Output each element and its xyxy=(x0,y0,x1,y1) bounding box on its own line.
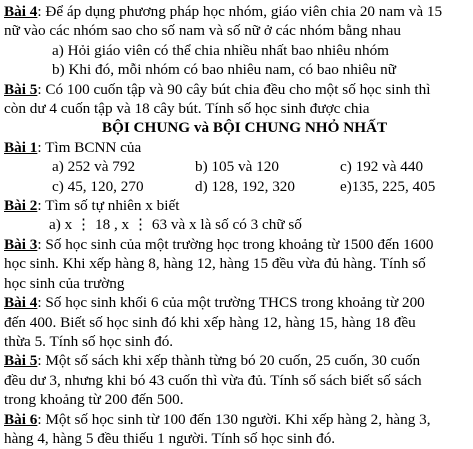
p2-line-2: còn dư 4 cuốn tập và 18 cây bút. Tính số học sinh được chia xyxy=(4,100,370,118)
text: : Số học sinh của một trường học trong khoảng từ 1500 đến 1600 xyxy=(37,235,434,253)
text: : Tìm BCNN của xyxy=(37,138,142,156)
b6-line-2: hàng 4, hàng 5 đều thiếu 1 người. Tính số học sinh đó. xyxy=(4,429,336,447)
b1-item: a) 252 và 792 xyxy=(52,158,136,176)
text: : Có 100 cuốn tập và 90 cây bút chia đều cho một số học sinh thì xyxy=(37,80,431,98)
b3-line-3: học sinh của trường xyxy=(4,274,125,292)
text: : Số học sinh khối 6 của một trường THCS trong khoảng từ 200 xyxy=(37,294,425,312)
b1-item: c) 45, 120, 270 xyxy=(52,177,144,195)
exercise-label: Bài 2 xyxy=(4,197,38,215)
exercise-label: Bài 4 xyxy=(4,3,38,20)
b2-item-a: a) x ⋮ 18 , x ⋮ 63 và x là số có 3 chữ số xyxy=(49,216,302,234)
text: : Để áp dụng phương pháp học nhóm, giáo viên chia 20 nam và 15 xyxy=(37,3,443,20)
b6-line-1 xyxy=(4,410,473,429)
text: : Một số sách khi xếp thành từng bó 20 cuốn, 25 cuốn, 30 cuốn xyxy=(37,352,421,370)
b3-line-1 xyxy=(4,235,473,254)
exercise-label: Bài 4 xyxy=(4,294,38,312)
p1-item-b: b) Khi đó, mỗi nhóm có bao nhiêu nam, có bao nhiêu nữ xyxy=(52,61,396,79)
b1-item: e)135, 225, 405 xyxy=(340,177,436,195)
exercise-label: Bài 6 xyxy=(4,410,38,428)
b5-line-1 xyxy=(4,351,473,370)
b1-row-2 xyxy=(4,177,473,196)
p2-line-1 xyxy=(4,80,473,99)
b1-row-1 xyxy=(4,157,473,176)
p1-line-2: nữ vào các nhóm sao cho số nam và số nữ ở các nhóm bằng nhau xyxy=(4,22,401,40)
b1-intro xyxy=(4,138,473,157)
exercise-label: Bài 3 xyxy=(4,235,38,253)
text: : Tìm số tự nhiên x biết xyxy=(37,197,180,215)
b3-line-2: học sinh. Khi xếp hàng 8, hàng 12, hàng 15 đều vừa đủ hàng. Tính số xyxy=(4,255,426,273)
b2-intro xyxy=(4,196,473,215)
b4-line-3: thừa 5. Tính số học sinh đó. xyxy=(4,332,174,350)
b4-line-2: đến 400. Biết số học sinh đó khi xếp hàng 12, hàng 15, hàng 18 đều xyxy=(4,313,416,331)
exercise-label: Bài 1 xyxy=(4,138,38,156)
p1-line-1 xyxy=(4,2,473,21)
exercise-label: Bài 5 xyxy=(4,352,38,370)
b1-item: b) 105 và 120 xyxy=(195,158,279,176)
p1-item-a: a) Hỏi giáo viên có thể chia nhiều nhất bao nhiêu nhóm xyxy=(52,41,389,59)
section-heading: BỘI CHUNG và BỘI CHUNG NHỎ NHẤT xyxy=(101,119,388,137)
b5-line-3: trong khoảng từ 200 đến 500. xyxy=(4,391,184,409)
b1-item: c) 192 và 440 xyxy=(340,158,424,176)
b4-line-1 xyxy=(4,293,473,312)
b5-line-2: đều dư 3, nhưng khi bó 43 cuốn thì vừa đủ. Tính số sách biết số sách xyxy=(4,371,422,389)
text: : Một số học sinh từ 100 đến 130 người. Khi xếp hàng 2, hàng 3, xyxy=(37,410,431,428)
exercise-label: Bài 5 xyxy=(4,80,38,98)
b1-item: d) 128, 192, 320 xyxy=(195,177,295,195)
